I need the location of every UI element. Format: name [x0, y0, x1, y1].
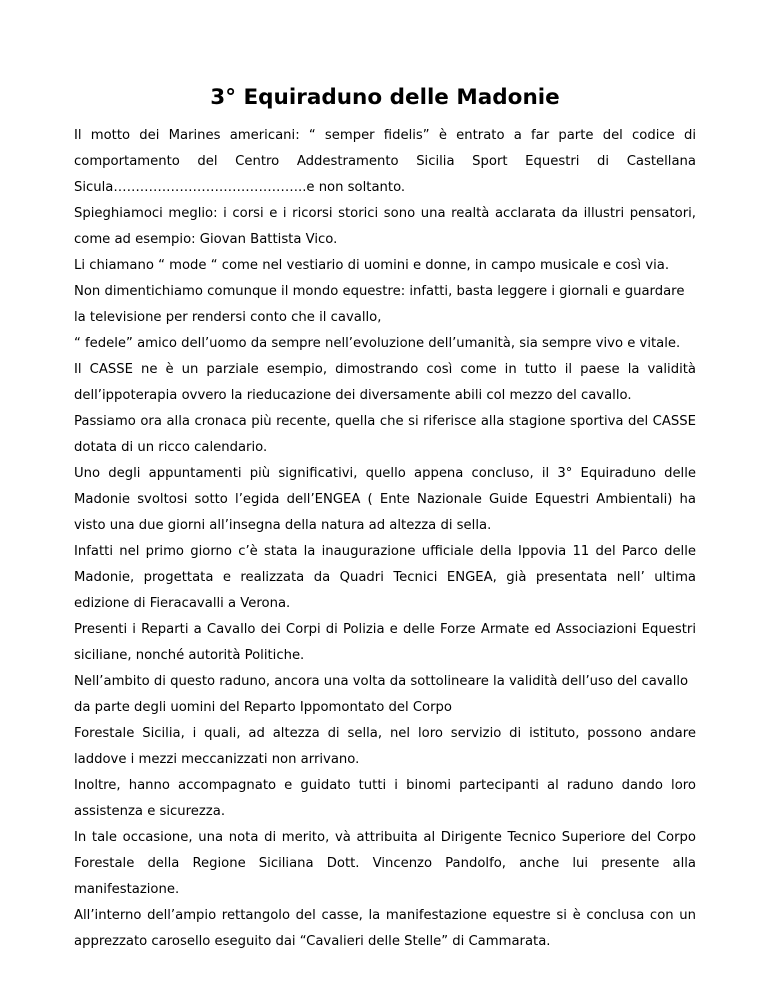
document-body	[74, 123, 696, 955]
paragraph-horse-usage: Nell’ambito di questo raduno, ancora una volta da sottolineare la validità dell’uso del cavallo da parte degli uomini del Reparto Ippomontato del Corpo	[74, 674, 689, 715]
paragraph-mounted-units: Presenti i Reparti a Cavallo dei Corpi di Polizia e delle Forze Armate ed Associazioni Equestri siciliane, nonché autorità Politiche.	[74, 622, 696, 663]
paragraph-mode: Li chiamano “ mode “ come nel vestiario di uomini e donne, in campo musicale e così via.	[74, 258, 670, 273]
paragraph-assistance: Inoltre, hanno accompagnato e guidato tutti i binomi partecipanti al raduno dando loro assistenza e sicurezza.	[74, 778, 696, 819]
paragraph-faithful-friend: “ fedele” amico dell’uomo da sempre nell’evoluzione dell’umanità, sia sempre vivo e vitale.	[74, 336, 681, 351]
paragraph-forestale: Forestale Sicilia, i quali, ad altezza di sella, nel loro servizio di istituto, possono andare laddove i mezzi meccanizzati non arrivano.	[74, 726, 696, 767]
paragraph-merit-note: In tale occasione, una nota di merito, và attribuita al Dirigente Tecnico Superiore del Corpo Forestale della Regione Siciliana Dott. Vincenzo Pandolfo, anche lui presente alla manifestazione.	[74, 830, 696, 897]
document-title: 3° Equiraduno delle Madonie	[210, 85, 560, 110]
paragraph-marines-motto: Il motto dei Marines americani: “ semper fidelis” è entrato a far parte del codice di comportamento del Centro Addestramento Sicilia Sport Equestri di Castellana Sicula……………………………………..e non soltanto.	[74, 128, 696, 195]
paragraph-carousel: All’interno dell’ampio rettangolo del casse, la manifestazione equestre si è conclusa con un apprezzato carosello eseguito dai “Cavalieri delle Stelle” di Cammarata.	[74, 908, 696, 949]
paragraph-equiraduno: Uno degli appuntamenti più significativi, quello appena concluso, il 3° Equiraduno delle Madonie svoltosi sotto l’egida dell’ENGEA ( Ente Nazionale Guide Equestri Ambientali) ha visto una due giorni all’insegna della natura ad altezza di sella.	[74, 466, 696, 533]
paragraph-ippovia-inauguration: Infatti nel primo giorno c’è stata la inaugurazione ufficiale della Ippovia 11 del Parco delle Madonie, progettata e realizzata da Quadri Tecnici ENGEA, già presentata nell’ ultima edizione di Fieracavalli a Verona.	[74, 544, 696, 611]
paragraph-recent-chronicle: Passiamo ora alla cronaca più recente, quella che si riferisce alla stagione sportiva del CASSE dotata di un ricco calendario.	[74, 414, 696, 455]
paragraph-vico: Spieghiamoci meglio: i corsi e i ricorsi storici sono una realtà acclarata da illustri pensatori, come ad esempio: Giovan Battista Vico.	[74, 206, 696, 247]
document-page	[74, 70, 696, 955]
paragraph-equestrian-world: Non dimentichiamo comunque il mondo equestre: infatti, basta leggere i giornali e guardare la televisione per rendersi conto che il cavallo,	[74, 284, 685, 325]
paragraph-hippotherapy: Il CASSE ne è un parziale esempio, dimostrando così come in tutto il paese la validità dell’ippoterapia ovvero la rieducazione dei diversamente abili col mezzo del cavallo.	[74, 362, 696, 403]
